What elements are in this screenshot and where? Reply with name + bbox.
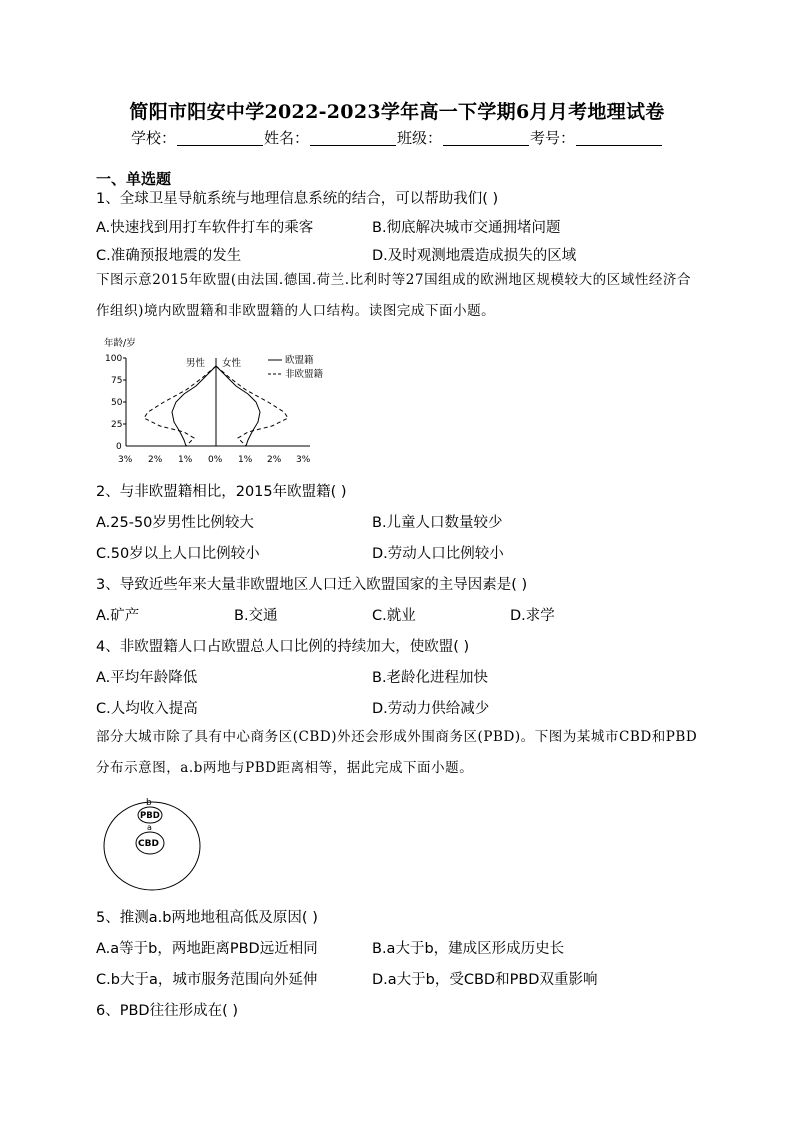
number-blank[interactable] <box>576 131 662 146</box>
ytick-100: 100 <box>105 354 123 364</box>
school-blank[interactable] <box>177 131 263 146</box>
xtick-1-left: 1% <box>178 455 193 465</box>
q2-option-d[interactable]: D.劳动人口比例较小 <box>372 546 504 562</box>
number-label: 考号： <box>530 129 576 147</box>
q5-option-a[interactable]: A.a等于b，两地距离PBD远近相同 <box>96 941 318 957</box>
school-label: 学校： <box>130 129 176 147</box>
male-label: 男性 <box>186 358 206 369</box>
q2-option-c[interactable]: C.50岁以上人口比例较小 <box>96 546 260 562</box>
legend-noneu: 非欧盟籍 <box>285 369 324 380</box>
ytick-25: 25 <box>111 420 123 430</box>
point-b-label: b <box>146 798 152 808</box>
ytick-75: 75 <box>111 376 123 386</box>
xtick-2-left: 2% <box>148 455 163 465</box>
point-a-label: a <box>147 823 152 832</box>
xtick-1-right: 1% <box>238 455 253 465</box>
pyramid-ylabel: 年龄/岁 <box>104 338 136 349</box>
name-blank[interactable] <box>310 131 396 146</box>
ytick-0: 0 <box>116 442 122 452</box>
section-heading: 一、单选题 <box>96 170 172 188</box>
name-label: 姓名： <box>263 129 309 147</box>
q3-option-d[interactable]: D.求学 <box>510 608 555 624</box>
q2-option-a[interactable]: A.25-50岁男性比例较大 <box>96 515 254 531</box>
q3-option-c[interactable]: C.就业 <box>372 608 416 624</box>
q3-option-b[interactable]: B.交通 <box>234 608 278 624</box>
q4-option-d[interactable]: D.劳动力供给减少 <box>372 701 490 717</box>
q6-stem: 6、PBD往往形成在( ) <box>96 1003 239 1019</box>
q2-stem: 2、与非欧盟籍相比，2015年欧盟籍( ) <box>96 484 347 500</box>
legend-eu: 欧盟籍 <box>285 355 314 366</box>
q1-option-d[interactable]: D.及时观测地震造成损失的区域 <box>372 248 577 264</box>
ytick-50: 50 <box>111 398 123 408</box>
eu-female-curve <box>216 366 260 446</box>
q2-option-b[interactable]: B.儿童人口数量较少 <box>372 515 503 531</box>
xtick-3-right: 3% <box>296 455 311 465</box>
class-blank[interactable] <box>443 131 529 146</box>
q5-option-c[interactable]: C.b大于a，城市服务范围向外延伸 <box>96 972 318 988</box>
eu-male-curve <box>172 366 216 446</box>
q4-stem: 4、非欧盟籍人口占欧盟总人口比例的持续加大，使欧盟( ) <box>96 639 470 655</box>
xtick-0: 0% <box>208 455 223 465</box>
passage-cbd-pbd: 部分大城市除了具有中心商务区(CBD)外还会形成外围商务区(PBD)。下图为某城市CBD和PBD分布示意图，a.b两地与PBD距离相等，据此完成下面小题。 <box>96 729 698 776</box>
class-label: 班级： <box>397 129 443 147</box>
q3-option-a[interactable]: A.矿产 <box>96 608 140 624</box>
passage-eu-population: 下图示意2015年欧盟(由法国.德国.荷兰.比利时等27国组成的欧洲地区规模较大的区域性经济合作组织)境内欧盟籍和非欧盟籍的人口结构。读图完成下面小题。 <box>96 272 692 319</box>
q4-option-c[interactable]: C.人均收入提高 <box>96 701 198 717</box>
q3-stem: 3、导致近些年来大量非欧盟地区人口迁入欧盟国家的主导因素是( ) <box>96 577 528 593</box>
pbd-label: PBD <box>140 811 160 821</box>
q1-stem: 1、全球卫星导航系统与地理信息系统的结合，可以帮助我们( ) <box>96 191 499 207</box>
q1-option-a[interactable]: A.快速找到用打车软件打车的乘客 <box>96 220 314 236</box>
noneu-male-curve <box>144 366 216 446</box>
city-cbd-pbd-diagram <box>100 794 210 892</box>
q4-option-a[interactable]: A.平均年龄降低 <box>96 670 198 686</box>
q5-stem: 5、推测a.b两地地租高低及原因( ) <box>96 910 318 926</box>
q1-option-c[interactable]: C.准确预报地震的发生 <box>96 248 242 264</box>
exam-title: 简阳市阳安中学2022-2023学年高一下学期6月月考地理试卷 <box>129 101 665 123</box>
q1-option-b[interactable]: B.彻底解决城市交通拥堵问题 <box>372 220 561 236</box>
q5-option-b[interactable]: B.a大于b，建成区形成历史长 <box>372 941 565 957</box>
cbd-label: CBD <box>138 839 159 849</box>
q4-option-b[interactable]: B.老龄化进程加快 <box>372 670 489 686</box>
xtick-2-right: 2% <box>267 455 282 465</box>
noneu-female-curve <box>216 366 288 446</box>
xtick-3-left: 3% <box>118 455 133 465</box>
female-label: 女性 <box>222 358 242 369</box>
population-pyramid-figure <box>100 336 360 468</box>
student-info-row <box>0 127 794 148</box>
q5-option-d[interactable]: D.a大于b，受CBD和PBD双重影响 <box>372 972 598 988</box>
